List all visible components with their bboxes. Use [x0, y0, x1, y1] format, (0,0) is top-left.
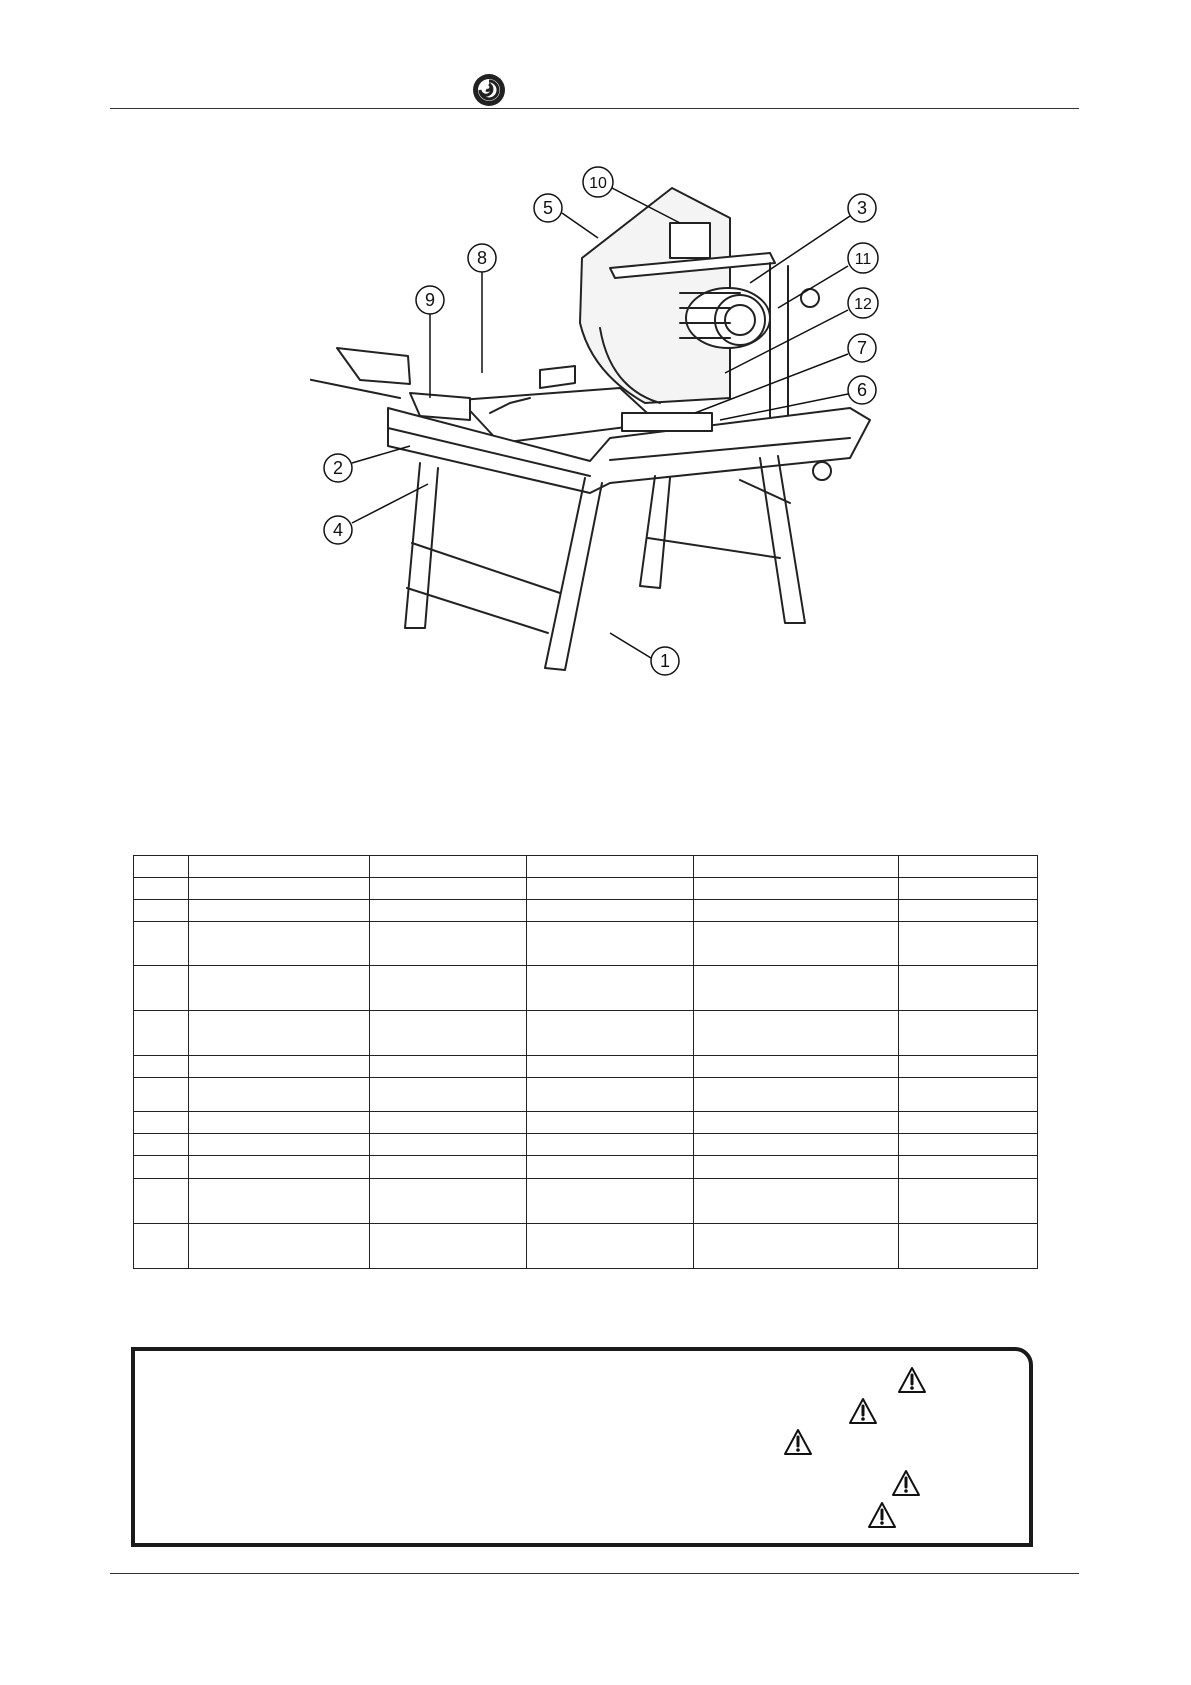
- callout-11-label: 11: [854, 251, 872, 268]
- warning-box: [131, 1347, 1033, 1547]
- table-row: [134, 966, 1038, 1011]
- callout-2-label: 2: [332, 458, 344, 478]
- warning-icon: [867, 1501, 897, 1529]
- table-row: [134, 1134, 1038, 1156]
- callout-12-label: 12: [854, 296, 872, 313]
- table-row: [134, 1056, 1038, 1078]
- warning-icon: [783, 1428, 813, 1456]
- header-rule: [110, 108, 1079, 109]
- table-row: [134, 1112, 1038, 1134]
- saw-technical-drawing: [310, 158, 910, 733]
- table-row: [134, 922, 1038, 966]
- callout-3-label: 3: [856, 198, 868, 218]
- parts-table: [133, 855, 1038, 1269]
- warning-icon: [848, 1397, 878, 1425]
- table-row: [134, 1078, 1038, 1112]
- callout-5: [534, 194, 598, 238]
- callout-4: [324, 484, 428, 544]
- footer-rule: [110, 1573, 1079, 1574]
- table-row: [134, 900, 1038, 922]
- callout-8: [468, 244, 496, 373]
- callout-9-label: 9: [424, 290, 436, 310]
- table-row: [134, 856, 1038, 878]
- callout-8-label: 8: [476, 248, 488, 268]
- callout-10-label: 10: [589, 175, 607, 192]
- callout-2: [324, 446, 410, 482]
- callout-7-label: 7: [856, 338, 868, 358]
- table-row: [134, 1011, 1038, 1056]
- callout-1-label: 1: [659, 651, 671, 671]
- callout-4-label: 4: [332, 520, 344, 540]
- callout-6-label: 6: [856, 380, 868, 400]
- table-row: [134, 1179, 1038, 1224]
- table-row: [134, 878, 1038, 900]
- callout-9: [416, 286, 444, 398]
- warning-icon: [891, 1469, 921, 1497]
- callout-1: [610, 633, 679, 675]
- spiral-logo-icon: [472, 73, 506, 107]
- callout-5-label: 5: [542, 198, 554, 218]
- warning-icon: [897, 1366, 927, 1394]
- table-row: [134, 1224, 1038, 1269]
- table-row: [134, 1156, 1038, 1179]
